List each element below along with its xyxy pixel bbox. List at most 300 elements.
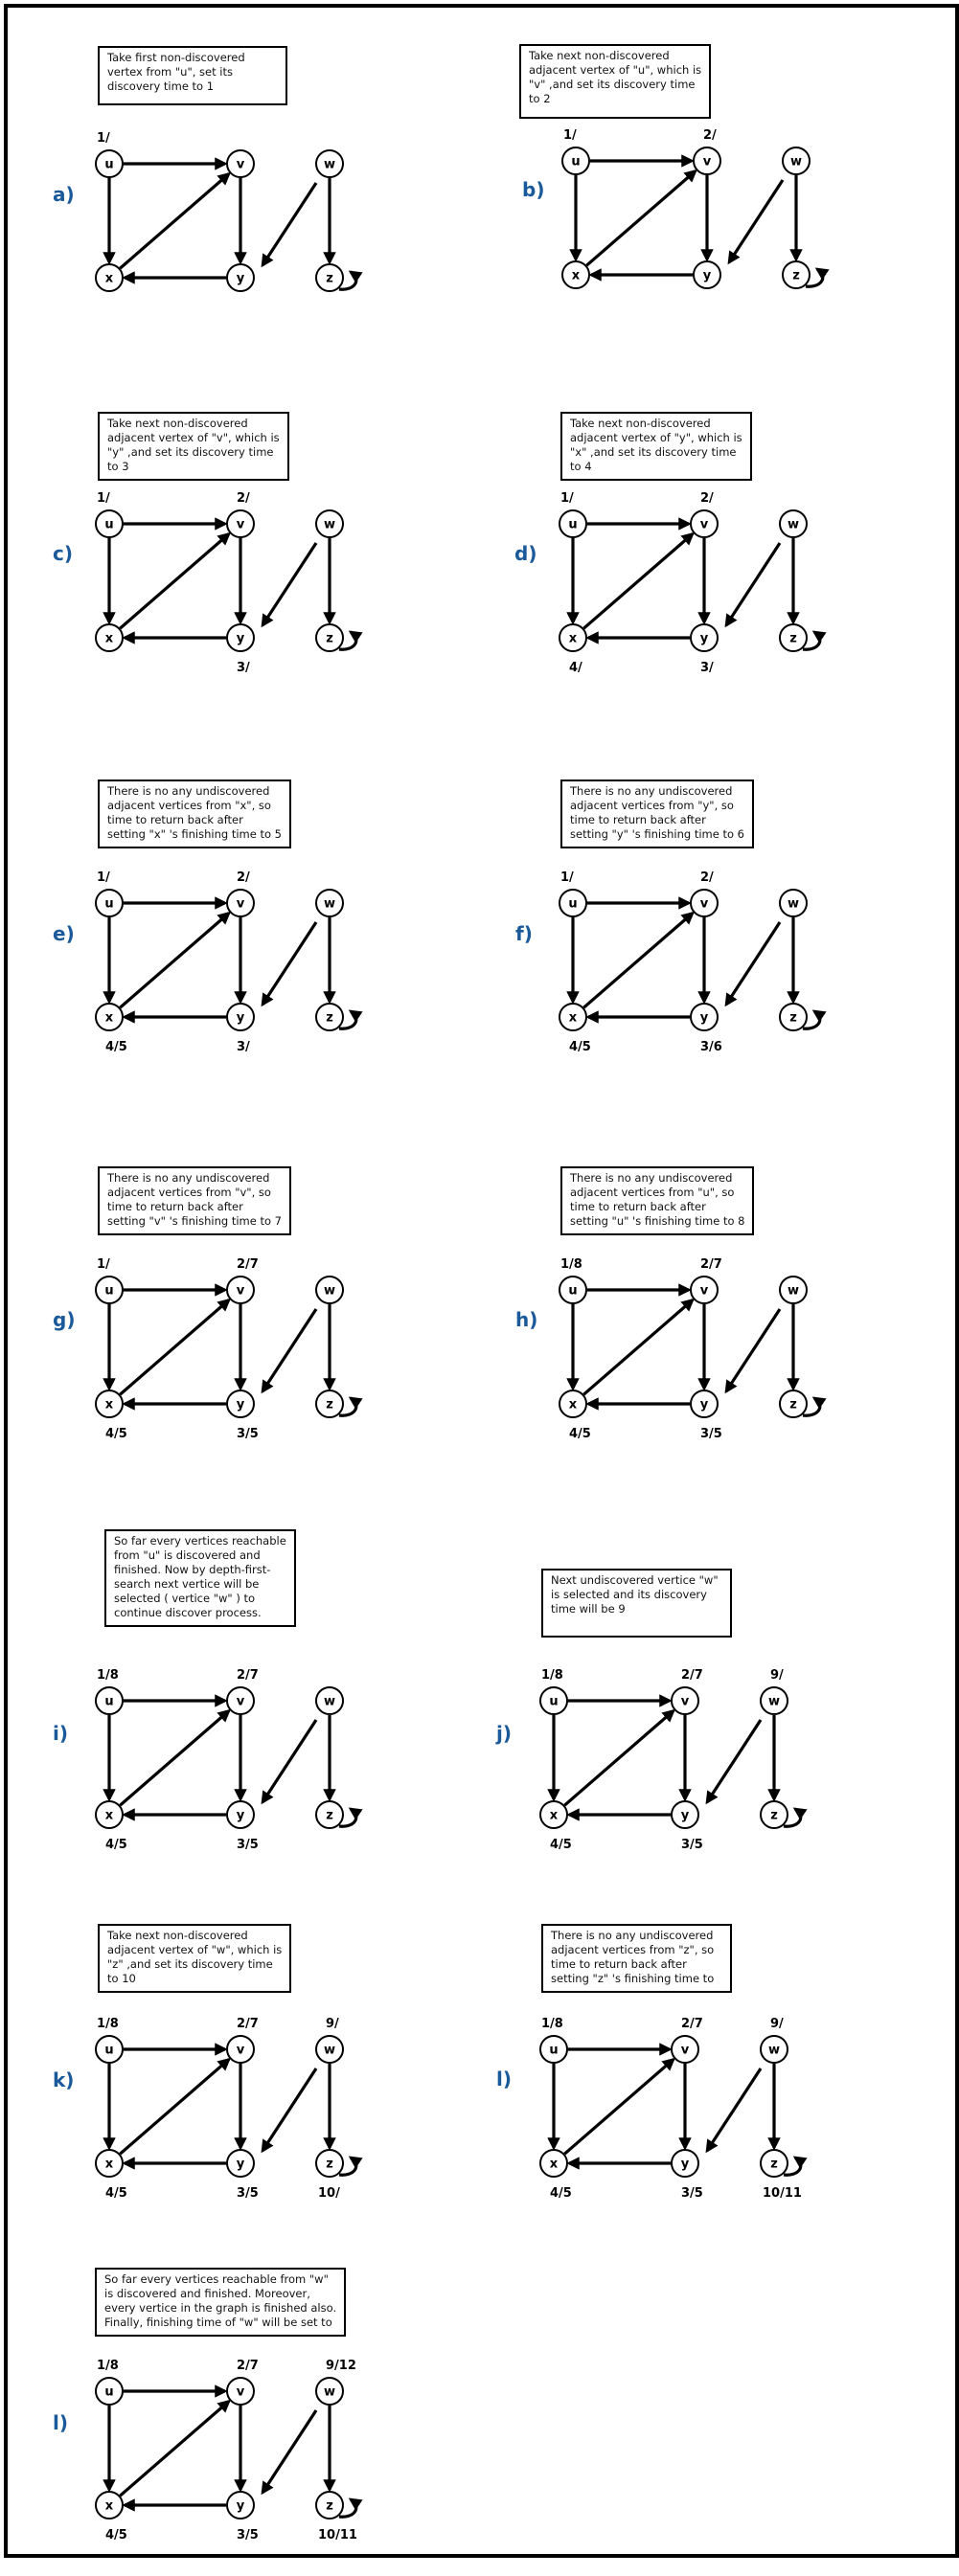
description-line: So far every vertices reachable from "w": [104, 2272, 329, 2286]
time-label-u: 1/: [97, 1257, 110, 1272]
vertex-label: x: [104, 2498, 114, 2514]
vertex-u: [559, 510, 586, 537]
vertex-label: w: [767, 2043, 781, 2058]
vertex-z: [316, 624, 343, 651]
vertex-w: [780, 510, 807, 537]
step-panel: [0, 373, 422, 699]
time-label-x: 4/5: [550, 1838, 572, 1852]
time-label-x: 4/5: [105, 1838, 127, 1852]
time-label-v: 2/: [237, 870, 250, 885]
vertex-w: [316, 890, 343, 916]
step-panel: [0, 1527, 422, 1853]
step-panel: [0, 2250, 422, 2576]
vertex-w: [761, 2036, 788, 2063]
description-line: discovery time to 1: [107, 79, 215, 93]
vertex-z: [780, 1390, 807, 1417]
vertex-label: u: [568, 896, 578, 912]
dfs-graph: [0, 1154, 422, 1480]
vertex-x: [96, 2150, 123, 2177]
time-label-u: 1/8: [541, 2017, 563, 2031]
description-line: search next vertice will be: [114, 1577, 260, 1591]
time-label-u: 1/: [97, 870, 110, 885]
vertex-x: [562, 261, 589, 288]
vertex-label: u: [104, 1283, 114, 1299]
vertex-label: y: [680, 2157, 690, 2172]
vertex-x: [96, 1390, 123, 1417]
vertex-label: z: [326, 1808, 333, 1823]
description-line: So far every vertices reachable: [114, 1534, 286, 1548]
edge-w-y: [726, 543, 780, 625]
time-label-u: 1/8: [97, 1668, 119, 1683]
edge-w-y: [726, 922, 780, 1005]
vertex-label: w: [767, 1694, 781, 1709]
vertex-label: y: [236, 631, 245, 646]
vertex-label: u: [549, 2043, 559, 2058]
vertex-label: u: [104, 896, 114, 912]
vertex-label: w: [787, 517, 800, 532]
step-label: e): [53, 922, 75, 945]
vertex-label: y: [236, 2157, 245, 2172]
step-label: h): [515, 1308, 538, 1331]
vertex-label: v: [236, 2043, 245, 2058]
step-panel: [0, 766, 422, 1092]
vertex-w: [780, 1277, 807, 1303]
description-line: setting "x" 's finishing time to 5: [107, 827, 282, 841]
step-panel: [479, 1910, 901, 2236]
vertex-v: [227, 150, 254, 177]
edge-w-y: [263, 2068, 316, 2151]
vertex-label: u: [104, 157, 114, 172]
time-label-x: 4/5: [105, 1040, 127, 1054]
edge-w-y: [729, 180, 783, 262]
vertex-label: u: [104, 517, 114, 532]
edge-w-y: [263, 183, 316, 265]
time-label-v: 2/7: [237, 1668, 259, 1683]
dfs-graph: [0, 766, 422, 1092]
vertex-label: z: [789, 1397, 797, 1412]
time-label-y: 3/5: [237, 1838, 259, 1852]
time-label-v: 2/7: [681, 2017, 703, 2031]
step-label: c): [53, 542, 73, 565]
time-label-z: 10/11: [763, 2186, 802, 2201]
vertex-label: u: [571, 154, 581, 169]
step-label: b): [522, 178, 545, 201]
dfs-graph: [0, 373, 422, 699]
vertex-label: w: [323, 2384, 336, 2400]
time-label-y: 3/: [237, 1040, 250, 1054]
dfs-graph: [0, 1527, 422, 1853]
description-line: adjacent vertex of "y", which is: [570, 431, 742, 444]
dfs-graph: [479, 1154, 901, 1480]
description-line: time to return back after: [107, 1200, 243, 1213]
time-label-x: 4/5: [569, 1040, 591, 1054]
vertex-label: v: [702, 154, 712, 169]
time-label-u: 1/: [97, 131, 110, 146]
description-line: There is no any undiscovered: [107, 1171, 270, 1185]
time-label-u: 1/: [563, 128, 577, 143]
vertex-v: [672, 2036, 698, 2063]
vertex-label: x: [104, 1397, 114, 1412]
description-line: setting "u" 's finishing time to 8: [570, 1214, 745, 1228]
vertex-x: [96, 264, 123, 291]
time-label-y: 3/5: [237, 1427, 259, 1441]
time-label-y: 3/5: [237, 2186, 259, 2201]
vertex-y: [672, 2150, 698, 2177]
vertex-y: [227, 264, 254, 291]
dfs-graph: [0, 2250, 422, 2576]
edge-x-v: [120, 1299, 229, 1394]
vertex-y: [694, 261, 720, 288]
step-label: l): [53, 2411, 68, 2434]
vertex-x: [96, 624, 123, 651]
vertex-u: [540, 1687, 567, 1714]
time-label-w: 9/: [770, 1668, 784, 1683]
step-label: j): [496, 1722, 512, 1745]
vertex-v: [227, 1277, 254, 1303]
vertex-z: [761, 1801, 788, 1828]
vertex-u: [96, 890, 123, 916]
vertex-label: y: [236, 1397, 245, 1412]
description-line: is selected and its discovery: [551, 1588, 707, 1601]
vertex-label: z: [326, 2498, 333, 2514]
description-line: finished. Now by depth-first-: [114, 1563, 271, 1576]
edge-w-y: [726, 1309, 780, 1391]
vertex-label: x: [104, 1010, 114, 1026]
vertex-v: [691, 890, 718, 916]
time-label-x: 4/5: [105, 2528, 127, 2542]
vertex-label: v: [236, 1283, 245, 1299]
vertex-label: z: [770, 2157, 778, 2172]
time-label-y: 3/6: [700, 1040, 722, 1054]
time-label-v: 2/7: [700, 1257, 722, 1272]
vertex-v: [691, 510, 718, 537]
vertex-v: [227, 2036, 254, 2063]
vertex-label: v: [699, 1283, 709, 1299]
edge-x-v: [120, 1710, 229, 1805]
description-line: Finally, finishing time of "w" will be set to: [104, 2316, 332, 2329]
time-label-v: 2/7: [237, 2359, 259, 2373]
description-line: Next undiscovered vertice "w": [551, 1573, 719, 1587]
vertex-z: [316, 2492, 343, 2519]
vertex-u: [96, 1277, 123, 1303]
time-label-v: 2/7: [237, 1257, 259, 1272]
description-line: adjacent vertices from "y", so: [570, 799, 734, 812]
time-label-v: 2/: [703, 128, 717, 143]
time-label-x: 4/5: [105, 1427, 127, 1441]
description-line: There is no any undiscovered: [551, 1929, 714, 1942]
vertex-v: [694, 147, 720, 174]
description-line: Take next non-discovered: [107, 1929, 248, 1942]
step-label: i): [53, 1722, 68, 1745]
description-line: Take next non-discovered: [570, 417, 711, 430]
edge-x-v: [586, 170, 696, 265]
vertex-v: [672, 1687, 698, 1714]
description-line: setting "v" 's finishing time to 7: [107, 1214, 282, 1228]
vertex-label: w: [323, 896, 336, 912]
vertex-label: v: [680, 2043, 690, 2058]
vertex-label: z: [326, 631, 333, 646]
vertex-label: x: [568, 1010, 578, 1026]
time-label-y: 3/: [700, 661, 714, 675]
vertex-label: w: [323, 1283, 336, 1299]
vertex-label: w: [323, 2043, 336, 2058]
vertex-label: z: [770, 1808, 778, 1823]
vertex-x: [96, 1801, 123, 1828]
description-line: time to return back after: [570, 1200, 706, 1213]
vertex-y: [227, 1390, 254, 1417]
vertex-u: [559, 1277, 586, 1303]
vertex-u: [96, 1687, 123, 1714]
time-label-v: 2/: [237, 491, 250, 506]
dfs-graph: [479, 373, 901, 699]
vertex-w: [316, 150, 343, 177]
step-panel: [0, 1154, 422, 1480]
vertex-label: z: [326, 2157, 333, 2172]
description-line: adjacent vertex of "w", which is: [107, 1943, 283, 1956]
vertex-label: y: [236, 2498, 245, 2514]
time-label-y: 3/5: [700, 1427, 722, 1441]
time-label-u: 1/8: [97, 2359, 119, 2373]
step-panel: [479, 1154, 901, 1480]
vertex-label: w: [323, 157, 336, 172]
vertex-label: v: [236, 1694, 245, 1709]
edge-x-v: [120, 913, 229, 1007]
vertex-label: w: [787, 896, 800, 912]
vertex-label: w: [323, 517, 336, 532]
vertex-z: [316, 1390, 343, 1417]
vertex-label: v: [236, 2384, 245, 2400]
vertex-x: [559, 624, 586, 651]
vertex-label: u: [549, 1694, 559, 1709]
vertex-x: [96, 1004, 123, 1030]
vertex-w: [316, 1687, 343, 1714]
vertex-label: x: [568, 1397, 578, 1412]
time-label-v: 2/7: [681, 1668, 703, 1683]
vertex-w: [316, 2036, 343, 2063]
vertex-label: y: [699, 631, 709, 646]
time-label-y: 3/5: [237, 2528, 259, 2542]
vertex-label: y: [699, 1397, 709, 1412]
edge-w-y: [263, 1720, 316, 1802]
vertex-y: [227, 2492, 254, 2519]
vertex-label: v: [680, 1694, 690, 1709]
description-line: "x" ,and set its discovery time: [570, 445, 737, 459]
vertex-u: [96, 2036, 123, 2063]
description-line: adjacent vertices from "v", so: [107, 1186, 271, 1199]
vertex-label: z: [789, 631, 797, 646]
description-line: time to return back after: [551, 1957, 687, 1971]
time-label-v: 2/7: [237, 2017, 259, 2031]
vertex-label: v: [236, 157, 245, 172]
vertex-y: [227, 1801, 254, 1828]
vertex-x: [540, 2150, 567, 2177]
description-line: to 4: [570, 460, 592, 473]
vertex-label: y: [236, 1010, 245, 1026]
step-label: a): [53, 183, 75, 206]
step-label: l): [496, 2068, 512, 2090]
vertex-label: y: [702, 268, 712, 283]
time-label-w: 9/: [770, 2017, 784, 2031]
edge-x-v: [564, 2059, 674, 2154]
description-line: "y" ,and set its discovery time: [107, 445, 274, 459]
vertex-z: [783, 261, 810, 288]
time-label-y: 3/: [237, 661, 250, 675]
description-line: time to return back after: [107, 813, 243, 826]
time-label-u: 1/: [560, 491, 574, 506]
vertex-label: w: [789, 154, 803, 169]
description-line: setting "y" 's finishing time to 6: [570, 827, 744, 841]
vertex-label: v: [236, 896, 245, 912]
step-panel: [0, 1910, 422, 2236]
vertex-label: u: [568, 1283, 578, 1299]
step-label: d): [514, 542, 537, 565]
edge-x-v: [564, 1710, 674, 1805]
vertex-u: [540, 2036, 567, 2063]
time-label-u: 1/8: [97, 2017, 119, 2031]
vertex-z: [780, 624, 807, 651]
edge-w-y: [263, 1309, 316, 1391]
vertex-label: x: [104, 1808, 114, 1823]
vertex-label: x: [571, 268, 581, 283]
time-label-x: 4/: [569, 661, 582, 675]
vertex-z: [316, 264, 343, 291]
vertex-y: [691, 624, 718, 651]
vertex-z: [761, 2150, 788, 2177]
edge-x-v: [120, 2059, 229, 2154]
time-label-z: 10/: [318, 2186, 340, 2201]
description-line: "z" ,and set its discovery time: [107, 1957, 273, 1971]
dfs-graph: [0, 0, 422, 326]
description-line: adjacent vertices from "u", so: [570, 1186, 735, 1199]
description-line: to 2: [529, 92, 551, 105]
description-line: continue discover process.: [114, 1606, 262, 1619]
vertex-label: z: [326, 1397, 333, 1412]
vertex-y: [672, 1801, 698, 1828]
vertex-label: v: [236, 517, 245, 532]
description-line: time will be 9: [551, 1602, 626, 1616]
edge-x-v: [583, 533, 693, 628]
vertex-label: y: [680, 1808, 690, 1823]
time-label-y: 3/5: [681, 1838, 703, 1852]
step-panel: [479, 0, 901, 326]
vertex-y: [227, 624, 254, 651]
edge-w-y: [263, 922, 316, 1005]
step-panel: [0, 0, 422, 326]
edge-x-v: [583, 913, 693, 1007]
step-label: k): [53, 2068, 75, 2091]
description-line: There is no any undiscovered: [107, 784, 270, 798]
time-label-u: 1/8: [541, 1668, 563, 1683]
vertex-label: z: [789, 1010, 797, 1026]
vertex-x: [540, 1801, 567, 1828]
description-line: time to return back after: [570, 813, 706, 826]
description-line: setting "z" 's finishing time to: [551, 1972, 715, 1985]
vertex-v: [227, 510, 254, 537]
vertex-u: [562, 147, 589, 174]
description-line: every vertice in the graph is finished also.: [104, 2301, 337, 2315]
edge-w-y: [707, 1720, 761, 1802]
vertex-w: [783, 147, 810, 174]
vertex-label: x: [104, 2157, 114, 2172]
time-label-u: 1/8: [560, 1257, 582, 1272]
vertex-y: [691, 1004, 718, 1030]
vertex-label: v: [699, 896, 709, 912]
step-panel: [479, 1532, 901, 1858]
vertex-label: y: [236, 1808, 245, 1823]
description-line: adjacent vertices from "x", so: [107, 799, 271, 812]
time-label-w: 9/12: [326, 2359, 356, 2373]
vertex-u: [96, 510, 123, 537]
vertex-label: w: [787, 1283, 800, 1299]
time-label-z: 10/11: [318, 2528, 357, 2542]
dfs-graph: [479, 0, 901, 326]
vertex-u: [559, 890, 586, 916]
edge-x-v: [120, 173, 229, 268]
vertex-v: [691, 1277, 718, 1303]
vertex-y: [227, 2150, 254, 2177]
time-label-x: 4/5: [105, 2186, 127, 2201]
vertex-label: u: [104, 1694, 114, 1709]
vertex-label: y: [236, 271, 245, 286]
vertex-label: z: [792, 268, 800, 283]
vertex-w: [316, 1277, 343, 1303]
time-label-y: 3/5: [681, 2186, 703, 2201]
vertex-w: [316, 2378, 343, 2405]
vertex-z: [780, 1004, 807, 1030]
dfs-graph: [0, 1910, 422, 2236]
description-line: is discovered and finished. Moreover,: [104, 2287, 310, 2300]
description-line: adjacent vertex of "v", which is: [107, 431, 280, 444]
step-label: g): [53, 1308, 76, 1331]
time-label-u: 1/: [560, 870, 574, 885]
vertex-label: x: [104, 271, 114, 286]
time-label-x: 4/5: [569, 1427, 591, 1441]
edge-x-v: [583, 1299, 693, 1394]
vertex-u: [96, 150, 123, 177]
vertex-label: u: [568, 517, 578, 532]
vertex-label: x: [549, 1808, 559, 1823]
time-label-u: 1/: [97, 491, 110, 506]
edge-x-v: [120, 2401, 229, 2496]
time-label-w: 9/: [326, 2017, 339, 2031]
time-label-x: 4/5: [550, 2186, 572, 2201]
description-line: Take first non-discovered: [107, 51, 245, 64]
vertex-x: [559, 1390, 586, 1417]
description-line: Take next non-discovered: [529, 49, 670, 62]
step-panel: [479, 766, 901, 1092]
vertex-z: [316, 2150, 343, 2177]
vertex-label: z: [326, 271, 333, 286]
vertex-z: [316, 1801, 343, 1828]
description-line: adjacent vertices from "z", so: [551, 1943, 715, 1956]
vertex-label: w: [323, 1694, 336, 1709]
description-line: Take next non-discovered: [107, 417, 248, 430]
description-line: to 10: [107, 1972, 136, 1985]
time-label-v: 2/: [700, 491, 714, 506]
description-line: There is no any undiscovered: [570, 784, 733, 798]
vertex-label: x: [549, 2157, 559, 2172]
edge-w-y: [707, 2068, 761, 2151]
vertex-label: v: [699, 517, 709, 532]
vertex-v: [227, 890, 254, 916]
vertex-z: [316, 1004, 343, 1030]
description-line: to 3: [107, 460, 129, 473]
vertex-x: [96, 2492, 123, 2519]
dfs-graph: [479, 766, 901, 1092]
vertex-w: [316, 510, 343, 537]
description-line: "v" ,and set its discovery time: [529, 78, 696, 91]
vertex-y: [691, 1390, 718, 1417]
